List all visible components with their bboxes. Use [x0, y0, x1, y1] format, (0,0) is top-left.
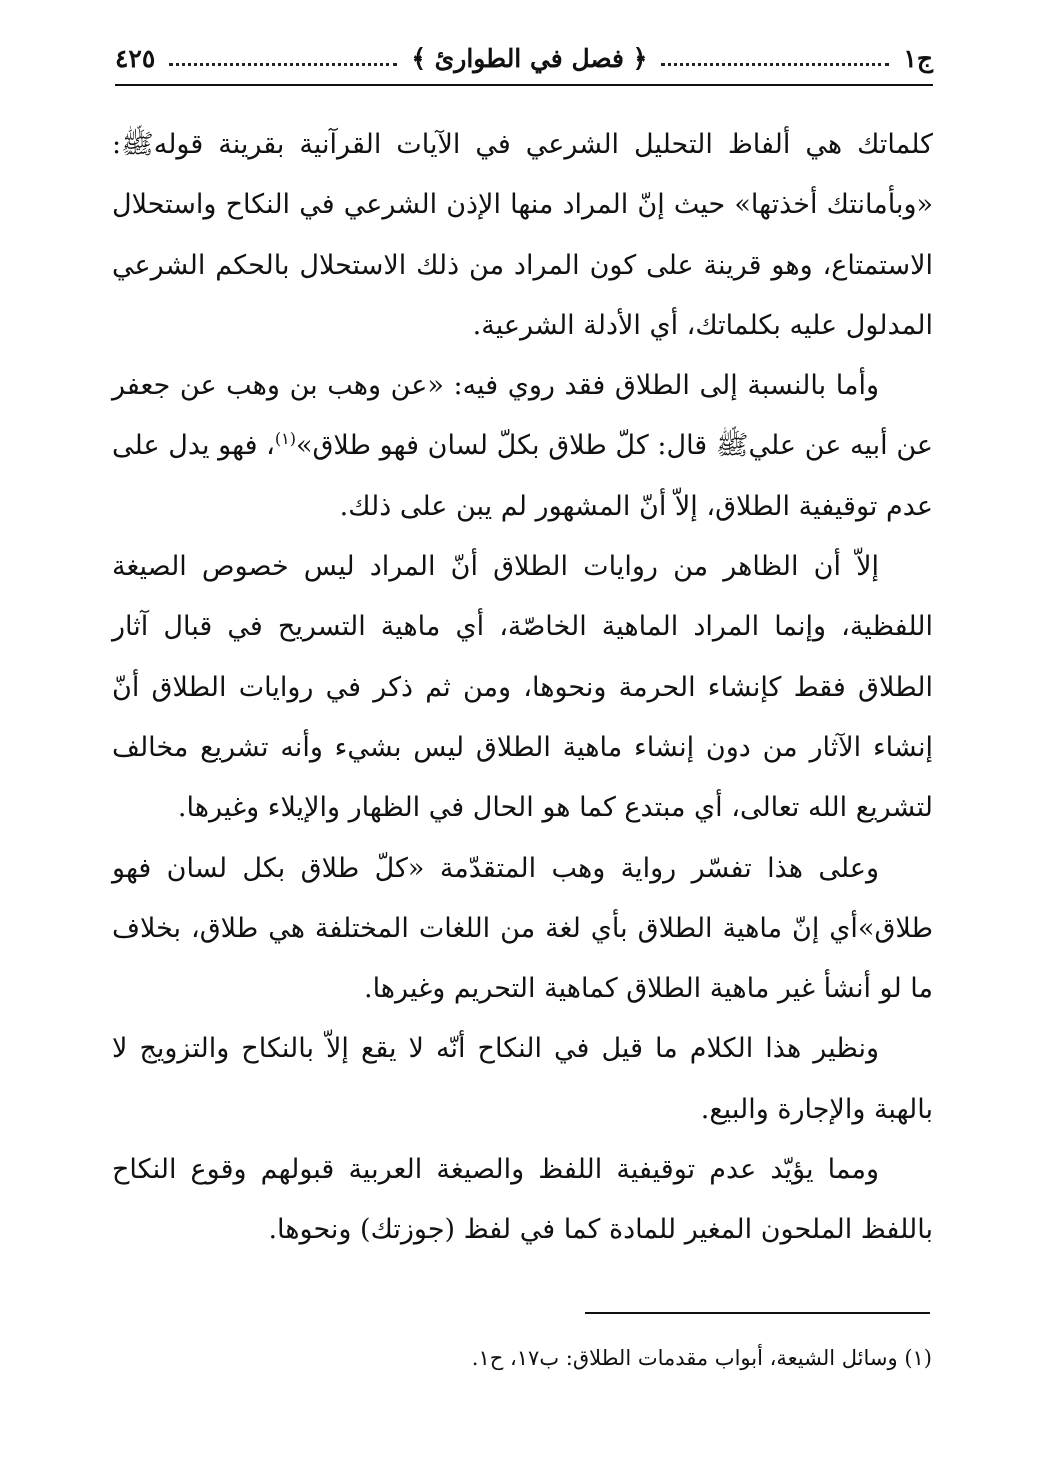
footnote-separator [585, 1312, 930, 1314]
header-rule [115, 84, 933, 86]
volume-label: ج١ [903, 43, 933, 73]
paragraph: ومما يؤيّد عدم توقيفية اللفظ والصيغة العربية قبولهم وقوع النكاح باللفظ الملحون المغير للمادة كما في لفظ (جوزتك) ونحوها. [112, 1154, 933, 1246]
main-text [112, 115, 933, 1261]
header-dot-leader [661, 63, 889, 66]
paragraph [112, 356, 933, 537]
header-dot-leader [169, 63, 397, 66]
paragraph: وعلى هذا تفسّر رواية وهب المتقدّمة «كلّ طلاق بكل لسان فهو طلاق»أي إنّ ماهية الطلاق بأي لغة من اللغات المختلفة هي طلاق، بخلاف ما لو أنشأ غير ماهية الطلاق كماهية التحريم وغيرها. [112, 852, 933, 1005]
paragraph-text: وأما بالنسبة إلى الطلاق فقد روي فيه: «عن وهب بن وهب عن جعفر عن أبيه عن عليﷺ قال: كلّ طلاق بكلّ لسان فهو طلاق» [112, 370, 933, 462]
paragraph-text: ، فهو يدل على عدم توقيفية الطلاق، إلاّ أنّ المشهور لم يبن على ذلك. [112, 430, 933, 522]
paragraph: إلاّ أن الظاهر من روايات الطلاق أنّ المراد ليس خصوص الصيغة اللفظية، وإنما المراد الماهية الخاصّة، أي ماهية التسريح في قبال آثار الطلاق فقط كإنشاء الحرمة ونحوها، ومن ثم ذكر في روايات الطلاق أنّ إنشاء الآثار من دون إنشاء ماهية الطلاق ليس بشيء وأنه تشريع مخالف لتشريع الله تعالى، أي مبتدع كما هو الحال في الظهار والإيلاء وغيرها. [112, 551, 933, 824]
paragraph: كلماتك هي ألفاظ التحليل الشرعي في الآيات القرآنية بقرينة قولهﷺ: «وبأمانتك أخذتها» حيث إنّ المراد منها الإذن الشرعي في النكاح واستحلال الاستمتاع، وهو قرينة على كون المراد من ذلك الاستحلال بالحكم الشرعي المدلول عليه بكلماتك، أي الأدلة الشرعية. [112, 129, 933, 341]
page-number: ٤٢٥ [114, 43, 156, 73]
footnote: (١) وسائل الشيعة، أبواب مقدمات الطلاق: ب١٧، ح١. [471, 1346, 932, 1370]
chapter-title: ﴿ فصل في الطوارئ ﴾ [411, 43, 648, 73]
running-header [115, 36, 933, 80]
footnote-reference[interactable]: (١) [274, 429, 296, 449]
paragraph: ونظير هذا الكلام ما قيل في النكاح أنّه لا يقع إلاّ بالنكاح والتزويج لا بالهبة والإجارة والبيع. [112, 1033, 933, 1125]
